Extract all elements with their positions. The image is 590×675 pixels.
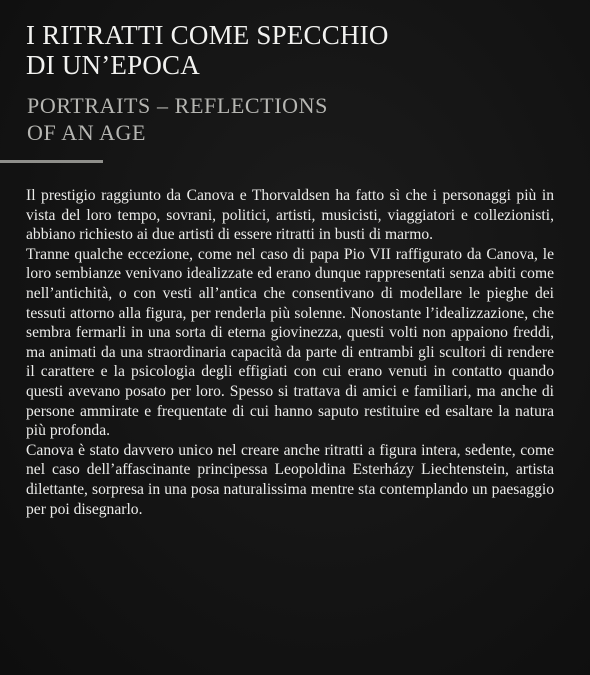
paragraph-3: Canova è stato davvero unico nel creare anche ritratti a figura intera, sedente, come nel caso dell’affascinante principessa Leopoldina Esterházy Liechtenstein, artista dilettante, sorpresa in una posa naturalissima mentre sta contemplando un paesaggio per poi disegnarlo.	[26, 441, 554, 518]
title-english: PORTRAITS – REFLECTIONS OF AN AGE	[27, 93, 328, 145]
title-italian: I RITRATTI COME SPECCHIO DI UN’EPOCA	[26, 20, 389, 80]
paragraph-1: Il prestigio raggiunto da Canova e Thorvaldsen ha fatto sì che i personaggi più in vista del loro tempo, sovrani, politici, artisti, musicisti, viaggiatori e collezionisti, abbiano richiesto ai due artisti di essere ritratti in busti di marmo.	[26, 187, 554, 244]
paragraph-2: Tranne qualche eccezione, come nel caso di papa Pio VII raffigurato da Canova, le loro sembianze venivano idealizzate ed erano dunque rappresentati senza abiti come nell’antichità, o con vesti all’antica che consentivano di modellare le pieghe dei tessuti attorno alla figura, per renderla più solenne. Nonostante l’idealizzazione, che sembra fermarli in una sorta di eterna giovinezza, questi volti non appaiono freddi, ma animati da una straordinaria capacità da parte di entrambi gli scultori di rendere il carattere e la psicologia degli effigiati con cui erano venuti in contatto quando questi avevano posato per loro. Spesso si trattava di amici e familiari, ma anche di persone ammirate e frequentate di cui hanno saputo restituire ed esaltare la natura più profonda.	[26, 245, 554, 440]
divider-rule	[0, 160, 103, 163]
body-text	[26, 186, 554, 519]
